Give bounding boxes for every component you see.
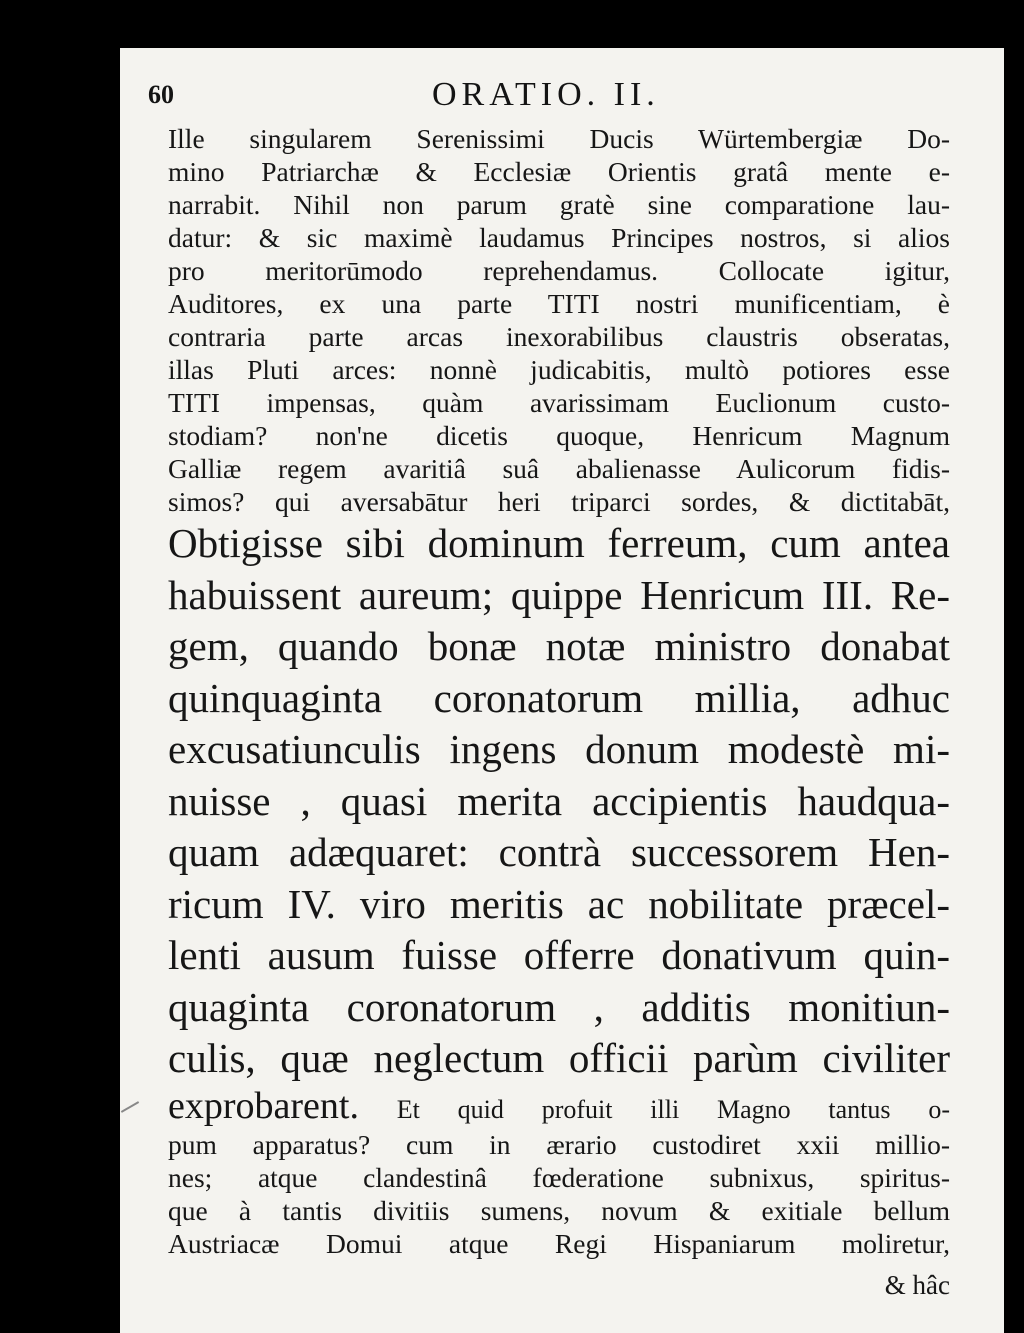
text-line: nes; atque clandestinâ fœderatione subnixus, spiritus- <box>168 1161 950 1193</box>
quote-line: habuissent aureum; quippe Henricum III. Re- <box>168 571 950 618</box>
text-resume: Et quid profuit illi Magno tantus o- <box>358 1094 950 1124</box>
mixed-type-line <box>168 1085 950 1128</box>
quote-line: nuisse , quasi merita accipientis haudqua- <box>168 777 950 824</box>
page-number: 60 <box>148 80 174 109</box>
text-line: que à tantis divitiis sumens, novum & exitiale bellum <box>168 1194 950 1226</box>
text-line: datur: & sic maximè laudamus Principes nostros, si alios <box>168 222 950 253</box>
text-line: stodiam? non'ne dicetis quoque, Henricum Magnum <box>168 420 950 451</box>
catchword: & hâc <box>884 1270 950 1300</box>
text-line: Galliæ regem avaritiâ suâ abalienasse Aulicorum fidis- <box>168 453 950 484</box>
text-line: pum apparatus? cum in ærario custodiret xxii millio- <box>168 1128 950 1160</box>
margin-mark <box>121 1101 139 1113</box>
quote-line: quaginta coronatorum , additis monitiun- <box>168 983 950 1030</box>
text-line: Austriacæ Domui atque Regi Hispaniarum moliretur, <box>168 1227 950 1259</box>
text-line: mino Patriarchæ & Ecclesiæ Orientis gratâ mente e- <box>168 156 950 187</box>
text-line: Auditores, ex una parte TITI nostri munificentiam, è <box>168 288 950 319</box>
book-page <box>120 48 1004 1333</box>
text-line: pro meritorūmodo reprehendamus. Collocate igitur, <box>168 255 950 286</box>
page-body <box>168 122 950 1260</box>
quote-line: Obtigisse sibi dominum ferreum, cum antea <box>168 520 950 566</box>
text-line: contraria parte arcas inexorabilibus claustris obseratas, <box>168 321 950 352</box>
quote-end: exprobarent. <box>168 1084 359 1127</box>
text-line: TITI impensas, quàm avarissimam Euclionum custo- <box>168 387 950 418</box>
running-head: ORATIO. II. <box>432 76 660 113</box>
quote-line: gem, quando bonæ notæ ministro donabat <box>168 623 950 669</box>
text-line: illas Pluti arces: nonnè judicabitis, multò potiores esse <box>168 354 950 385</box>
quote-line: quinquaginta coronatorum millia, adhuc <box>168 674 950 721</box>
quote-line: quam adæquaret: contrà successorem Hen- <box>168 829 950 875</box>
large-type-quotation <box>168 518 950 1085</box>
quote-line: culis, quæ neglectum officii parùm civiliter <box>168 1035 950 1081</box>
text-line: Ille singularem Serenissimi Ducis Würtembergiæ Do- <box>168 123 950 154</box>
text-line: narrabit. Nihil non parum gratè sine comparatione lau- <box>168 189 950 220</box>
quote-line: lenti ausum fuisse offerre donativum quin- <box>168 932 950 978</box>
small-type-paragraph <box>168 122 950 518</box>
closing-paragraph <box>168 1128 950 1260</box>
quote-line: excusatiunculis ingens donum modestè mi- <box>168 726 950 772</box>
quote-line: ricum IV. viro meritis ac nobilitate præcel- <box>168 880 950 927</box>
text-line: simos? qui aversabātur heri triparci sordes, & dictitabāt, <box>168 486 950 517</box>
